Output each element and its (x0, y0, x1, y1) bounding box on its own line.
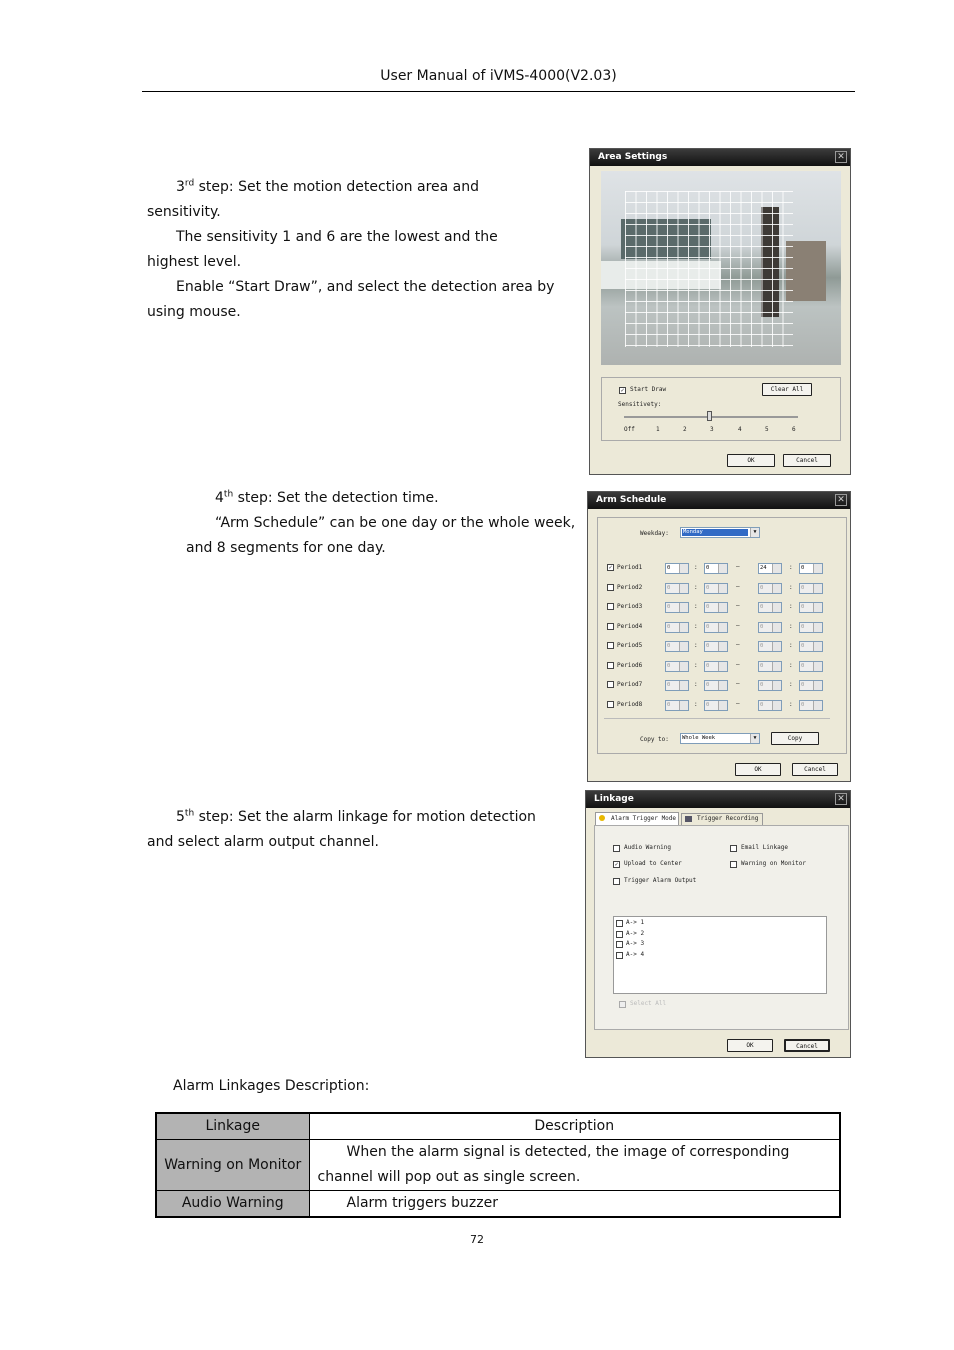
time-spinner[interactable]: 0 (758, 622, 782, 633)
tick-off: Off (624, 426, 635, 433)
time-spinner[interactable]: 0 (758, 680, 782, 691)
tick-1: 1 (656, 426, 660, 433)
tab1-label: Alarm Trigger Mode (611, 815, 677, 822)
period-checkbox[interactable] (607, 642, 614, 649)
period-label: Period7 (617, 681, 643, 688)
ok-button[interactable]: OK (727, 1039, 773, 1052)
clear-all-button[interactable]: Clear All (762, 383, 812, 396)
table-row (156, 1139, 840, 1190)
colon: : (789, 642, 793, 649)
table-cell-linkage: Audio Warning (156, 1190, 309, 1217)
output-list[interactable] (613, 916, 827, 994)
time-spinner[interactable]: 0 (665, 563, 689, 574)
list-item[interactable] (616, 940, 736, 949)
sensitivity-label: Sensitivety: (618, 401, 662, 408)
period-row (598, 699, 838, 711)
output-label: A-> 3 (626, 940, 645, 947)
camera-preview[interactable] (601, 171, 841, 365)
cancel-button[interactable]: Cancel (783, 454, 831, 467)
email-linkage-label: Email Linkage (741, 844, 788, 851)
time-spinner[interactable]: 0 (799, 680, 823, 691)
chevron-down-icon[interactable]: ▼ (750, 528, 759, 537)
time-spinner[interactable]: 0 (665, 583, 689, 594)
ok-button[interactable]: OK (727, 454, 775, 467)
period-checkbox[interactable] (607, 584, 614, 591)
period-row (598, 621, 838, 633)
step5-line1: 5th step: Set the alarm linkage for motion detection (176, 808, 536, 825)
step4-line3: and 8 segments for one day. (186, 540, 386, 556)
time-spinner[interactable]: 0 (665, 622, 689, 633)
dash: — (736, 621, 740, 629)
list-item[interactable] (616, 930, 736, 939)
weekday-value: Monday (682, 529, 748, 536)
tick-5: 5 (765, 426, 769, 433)
linkage-table (155, 1112, 841, 1218)
output-checkbox[interactable] (616, 952, 623, 959)
output-label: A-> 1 (626, 919, 645, 926)
upload-center-label: Upload to Center (624, 860, 682, 867)
colon: : (694, 681, 698, 688)
audio-warning-checkbox[interactable] (613, 845, 620, 852)
period-label: Period5 (617, 642, 643, 649)
step3-line4: highest level. (147, 254, 242, 270)
table-row (156, 1190, 840, 1217)
weekday-select[interactable] (680, 527, 760, 538)
alarm-icon (599, 815, 605, 821)
copy-to-value: Whole Week (682, 735, 716, 741)
period-row (598, 601, 838, 613)
trigger-output-checkbox[interactable] (613, 878, 620, 885)
dash: — (736, 563, 740, 570)
period-checkbox[interactable] (607, 701, 614, 708)
start-draw-checkbox[interactable]: ✓ (620, 387, 625, 394)
time-spinner[interactable]: 0 (799, 602, 823, 613)
colon: : (694, 603, 698, 610)
colon: : (789, 583, 793, 591)
time-spinner[interactable]: 0 (704, 563, 728, 574)
time-spinner[interactable]: 0 (665, 641, 689, 652)
tab-alarm-trigger-mode[interactable] (595, 812, 679, 825)
email-linkage-checkbox[interactable] (730, 845, 737, 852)
period-row (598, 679, 838, 691)
upload-center-checkbox[interactable]: ✓ (614, 861, 619, 868)
time-spinner[interactable]: 0 (704, 661, 728, 672)
close-icon[interactable]: ✕ (835, 151, 847, 163)
colon: : (789, 681, 793, 688)
time-spinner[interactable]: 0 (758, 583, 782, 594)
colon: : (789, 603, 793, 610)
time-spinner[interactable]: 0 (758, 641, 782, 652)
time-spinner[interactable]: 0 (758, 602, 782, 613)
tab2-label: Trigger Recording (697, 815, 759, 822)
page-number: 72 (470, 1233, 484, 1246)
header-title: User Manual of iVMS-4000(V2.03) (380, 68, 617, 84)
time-spinner[interactable]: 0 (704, 641, 728, 652)
period-checkbox[interactable] (607, 603, 614, 610)
output-checkbox[interactable] (616, 941, 623, 948)
trigger-output-label: Trigger Alarm Output (624, 877, 697, 884)
colon: : (694, 583, 698, 591)
time-spinner[interactable]: 0 (758, 661, 782, 672)
copy-to-select[interactable] (680, 733, 760, 744)
period-row (598, 582, 838, 594)
select-all-label: Select All (630, 1000, 667, 1007)
output-checkbox[interactable] (616, 931, 623, 938)
dash: — (736, 582, 740, 590)
period-label: Period3 (617, 603, 643, 610)
close-icon[interactable]: ✕ (835, 793, 847, 805)
time-spinner[interactable]: 0 (799, 661, 823, 672)
area-settings-dialog (589, 148, 851, 475)
period-checkbox[interactable]: ✓ (608, 564, 613, 571)
period-checkbox[interactable] (607, 681, 614, 688)
period-label: Period1 (617, 564, 643, 571)
sensitivity-slider-handle[interactable] (707, 411, 712, 421)
step3-line5: Enable “Start Draw”, and select the detection area by (176, 279, 555, 295)
tick-4: 4 (738, 426, 742, 433)
page-header (142, 68, 855, 92)
time-spinner[interactable]: 0 (704, 700, 728, 711)
cancel-button[interactable]: Cancel (784, 1039, 830, 1052)
time-spinner[interactable]: 0 (758, 700, 782, 711)
close-icon[interactable]: ✕ (835, 494, 847, 506)
list-item[interactable] (616, 951, 736, 960)
record-icon (685, 816, 692, 822)
colon: : (789, 564, 793, 571)
tick-2: 2 (683, 426, 687, 433)
arm-schedule-dialog (587, 491, 851, 782)
time-spinner[interactable]: 0 (799, 641, 823, 652)
step4-line1: 4th step: Set the detection time. (215, 489, 439, 506)
table-cell-description: When the alarm signal is detected, the image of corresponding channel will pop out as single screen. (309, 1139, 840, 1190)
warning-monitor-label: Warning on Monitor (741, 860, 807, 867)
period-checkbox[interactable] (607, 662, 614, 669)
divider (604, 718, 830, 719)
period-label: Period6 (617, 661, 643, 669)
step4-line2: “Arm Schedule” can be one day or the whole week, (215, 515, 576, 531)
colon: : (694, 700, 698, 708)
audio-warning-label: Audio Warning (624, 844, 671, 851)
output-label: A-> 4 (626, 950, 645, 958)
colon: : (789, 661, 793, 669)
ok-button[interactable]: OK (735, 763, 781, 776)
alarm-desc-title: Alarm Linkages Description: (173, 1078, 370, 1094)
step5-line2: and select alarm output channel. (147, 834, 379, 850)
period-row (598, 640, 838, 652)
warning-monitor-checkbox[interactable] (730, 861, 737, 868)
time-spinner[interactable]: 0 (704, 602, 728, 613)
step3-line2: sensitivity. (147, 204, 221, 220)
time-spinner[interactable]: 0 (665, 700, 689, 711)
dash: — (736, 660, 740, 668)
colon: : (694, 622, 698, 630)
linkage-dialog-titlebar: Linkage ✕ (586, 791, 850, 808)
select-all-checkbox[interactable] (619, 1001, 626, 1008)
time-spinner[interactable]: 0 (704, 622, 728, 633)
step3-line3: The sensitivity 1 and 6 are the lowest and the (176, 229, 498, 245)
tab-trigger-recording[interactable] (681, 813, 763, 825)
tick-3: 3 (710, 426, 714, 433)
time-spinner[interactable]: 24 (758, 563, 782, 574)
period-label: Period4 (617, 622, 643, 630)
linkage-dialog (585, 790, 851, 1058)
period-checkbox[interactable] (607, 623, 614, 630)
colon: : (789, 622, 793, 630)
period-label: Period8 (617, 700, 643, 708)
colon: : (694, 642, 698, 649)
time-spinner[interactable]: 0 (799, 622, 823, 633)
copy-to-label: Copy to: (640, 736, 669, 743)
period-row (598, 562, 838, 574)
chevron-down-icon[interactable]: ▼ (750, 734, 759, 743)
linkage-panel (594, 825, 849, 1030)
weekday-label: Weekday: (640, 530, 669, 537)
time-spinner[interactable]: 0 (665, 602, 689, 613)
schedule-group (597, 517, 847, 754)
time-spinner[interactable]: 0 (799, 563, 823, 574)
colon: : (789, 700, 793, 708)
step3-line1: 3rd step: Set the motion detection area and (176, 178, 479, 195)
cancel-button[interactable]: Cancel (792, 763, 838, 776)
list-item[interactable] (616, 919, 736, 928)
time-spinner[interactable]: 0 (704, 583, 728, 594)
colon: : (694, 564, 698, 571)
time-spinner[interactable]: 0 (799, 583, 823, 594)
dash: — (736, 680, 740, 687)
tick-6: 6 (792, 426, 796, 433)
table-cell-description: Alarm triggers buzzer (309, 1190, 840, 1217)
output-checkbox[interactable] (616, 920, 623, 927)
period-row (598, 660, 838, 672)
table-header-linkage: Linkage (156, 1113, 309, 1139)
time-spinner[interactable]: 0 (665, 661, 689, 672)
time-spinner[interactable]: 0 (704, 680, 728, 691)
start-draw-label: Start Draw (630, 386, 667, 393)
time-spinner[interactable]: 0 (799, 700, 823, 711)
period-label: Period2 (617, 583, 643, 591)
table-header-row (156, 1113, 840, 1139)
time-spinner[interactable]: 0 (665, 680, 689, 691)
table-header-description: Description (309, 1113, 840, 1139)
step3-line6: using mouse. (147, 304, 241, 320)
table-cell-linkage: Warning on Monitor (156, 1139, 309, 1190)
area-dialog-titlebar: Area Settings ✕ (590, 149, 850, 166)
dash: — (736, 602, 740, 609)
draw-group (601, 377, 841, 441)
colon: : (694, 661, 698, 669)
dash: — (736, 699, 740, 707)
dash: — (736, 641, 740, 648)
arm-dialog-titlebar: Arm Schedule ✕ (588, 492, 850, 509)
output-label: A-> 2 (626, 929, 645, 937)
copy-button[interactable]: Copy (771, 732, 819, 745)
